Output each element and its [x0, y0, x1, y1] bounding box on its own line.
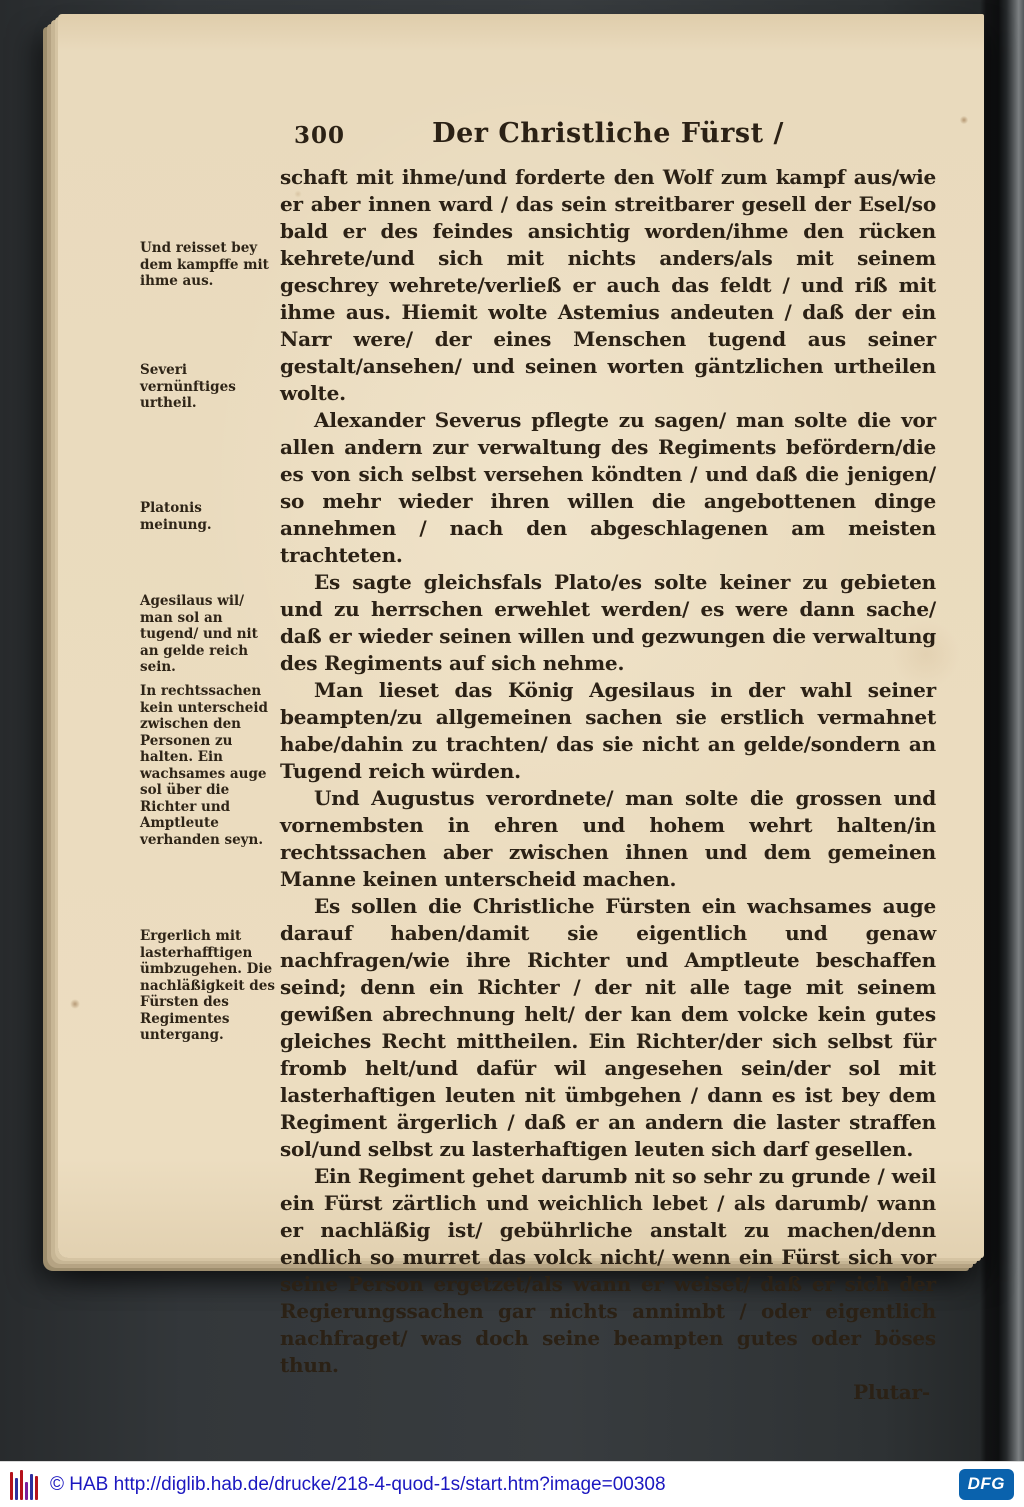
- book-page-scan: [58, 14, 984, 1404]
- dfg-logo[interactable]: DFG: [959, 1469, 1014, 1500]
- paragraph: schaft mit ihme/und forderte den Wolf zum kampf aus/wie er aber innen ward / das sein streitbarer gesell der Esel/so bald er des feindes ansichtig worden/ihme den rücken kehrete/und sich mit nichts anders/als mit seinem geschrey wehrete/verließ er auch das feldt / und riß mit ihme aus. Hiemit wolte Astemius andeuten / daß der ein Narr were/ der eines Menschen tugend aus seiner gestalt/ansehen/ und seinen worten gäntzlichen urtheilen wolte.: [280, 165, 936, 405]
- paragraph: Und Augustus verordnete/ man solte die grossen und vornembsten in ehren und hohem wehrt halten/in rechtssachen aber zwischen ihnen und dem gemeinen Manne keinen unterscheid machen.: [280, 786, 936, 891]
- hab-logo-icon: [10, 1470, 38, 1500]
- footer-url-link[interactable]: http://diglib.hab.de/drucke/218-4-quod-1s/start.htm?image=00308: [113, 1473, 666, 1495]
- page-header: [280, 118, 936, 158]
- margin-note: Agesilaus wil/ man sol an tugend/ und nit an gelde reich sein.: [140, 593, 258, 675]
- margin-note: Severi vernünftiges urtheil.: [140, 362, 236, 411]
- margin-note: Platonis meinung.: [140, 500, 212, 533]
- catchword: Plutar-: [853, 1380, 930, 1404]
- paragraph: Ein Regiment gehet darumb nit so sehr zu grunde / weil ein Fürst zärtlich und weichlich lebet / als darumb/ wann er nachläßig ist/ gebührliche anstalt zu machen/denn endlich so murret das volck nicht/ wenn ein Fürst sich vor seine Person ergetzet/als wann er weiset/ daß er sich der Regierungssachen gar nichts annimbt / oder eigentlich nachfraget/ was doch seine beampten gutes oder böses thun.: [280, 1164, 936, 1377]
- footer-attribution: [50, 1474, 666, 1496]
- paragraph: Man lieset das König Agesilaus in der wahl seiner beampten/zu allgemeinen sachen sie erstlich vermahnet habe/dahin zu trachten/ das sie nicht an gelde/sondern an Tugend reich würden.: [280, 678, 936, 783]
- copyright-label: © HAB: [50, 1473, 109, 1495]
- margin-note: In rechtssachen kein unterscheid zwischen den Personen zu halten. Ein wachsames auge sol über die Richter und Amptleute verhanden seyn.: [140, 683, 268, 848]
- running-title: Der Christliche Fürst /: [432, 118, 784, 149]
- margin-note: Und reisset bey dem kampffe mit ihme aus.: [140, 240, 269, 289]
- page-number: 300: [294, 122, 346, 149]
- viewer-footer: [0, 1461, 1024, 1507]
- book-fore-edge-shadow: [980, 0, 1024, 1461]
- paragraph: Es sagte gleichsfals Plato/es solte keiner zu gebieten und zu herrschen erwehlet werden/ es were dann sache/ daß er wieder seinen willen und gezwungen die verwaltung des Regiments auf sich nehme.: [280, 570, 936, 675]
- page-body-text: [280, 164, 936, 1406]
- paragraph: Alexander Severus pflegte zu sagen/ man solte die vor allen andern zur verwaltung des Regiments befördern/die es von sich selbst versehen köndten / und daß die jenigen/ so mehr wieder ihren willen die angebottenen dinge annehmen / nach den abgeschlagenen am meisten trachteten.: [280, 408, 936, 567]
- paragraph: Es sollen die Christliche Fürsten ein wachsames auge darauf haben/damit sie eigentlich und genaw nachfragen/wie ihre Richter und Amptleute beschaffen seind; denn ein Richter / der nit alle tage mit seinem gewißen abrechnung helt/ der kan dem volcke kein gutes gleiches Recht mittheilen. Ein Richter/der sich selbst für fromb helt/und dafür wil angesehen sein/der sol mit lasterhaftigen leuten nit ümbgehen / dann es ist bey dem Regiment ärgerlich / daß er an andern die laster straffen sol/und selbst zu lasterhaftigen leuten sich darf gesellen.: [280, 894, 936, 1161]
- margin-note: Ergerlich mit lasterhafftigen ümbzugehen. Die nachläßigkeit des Fürsten des Regimentes untergang.: [140, 928, 275, 1043]
